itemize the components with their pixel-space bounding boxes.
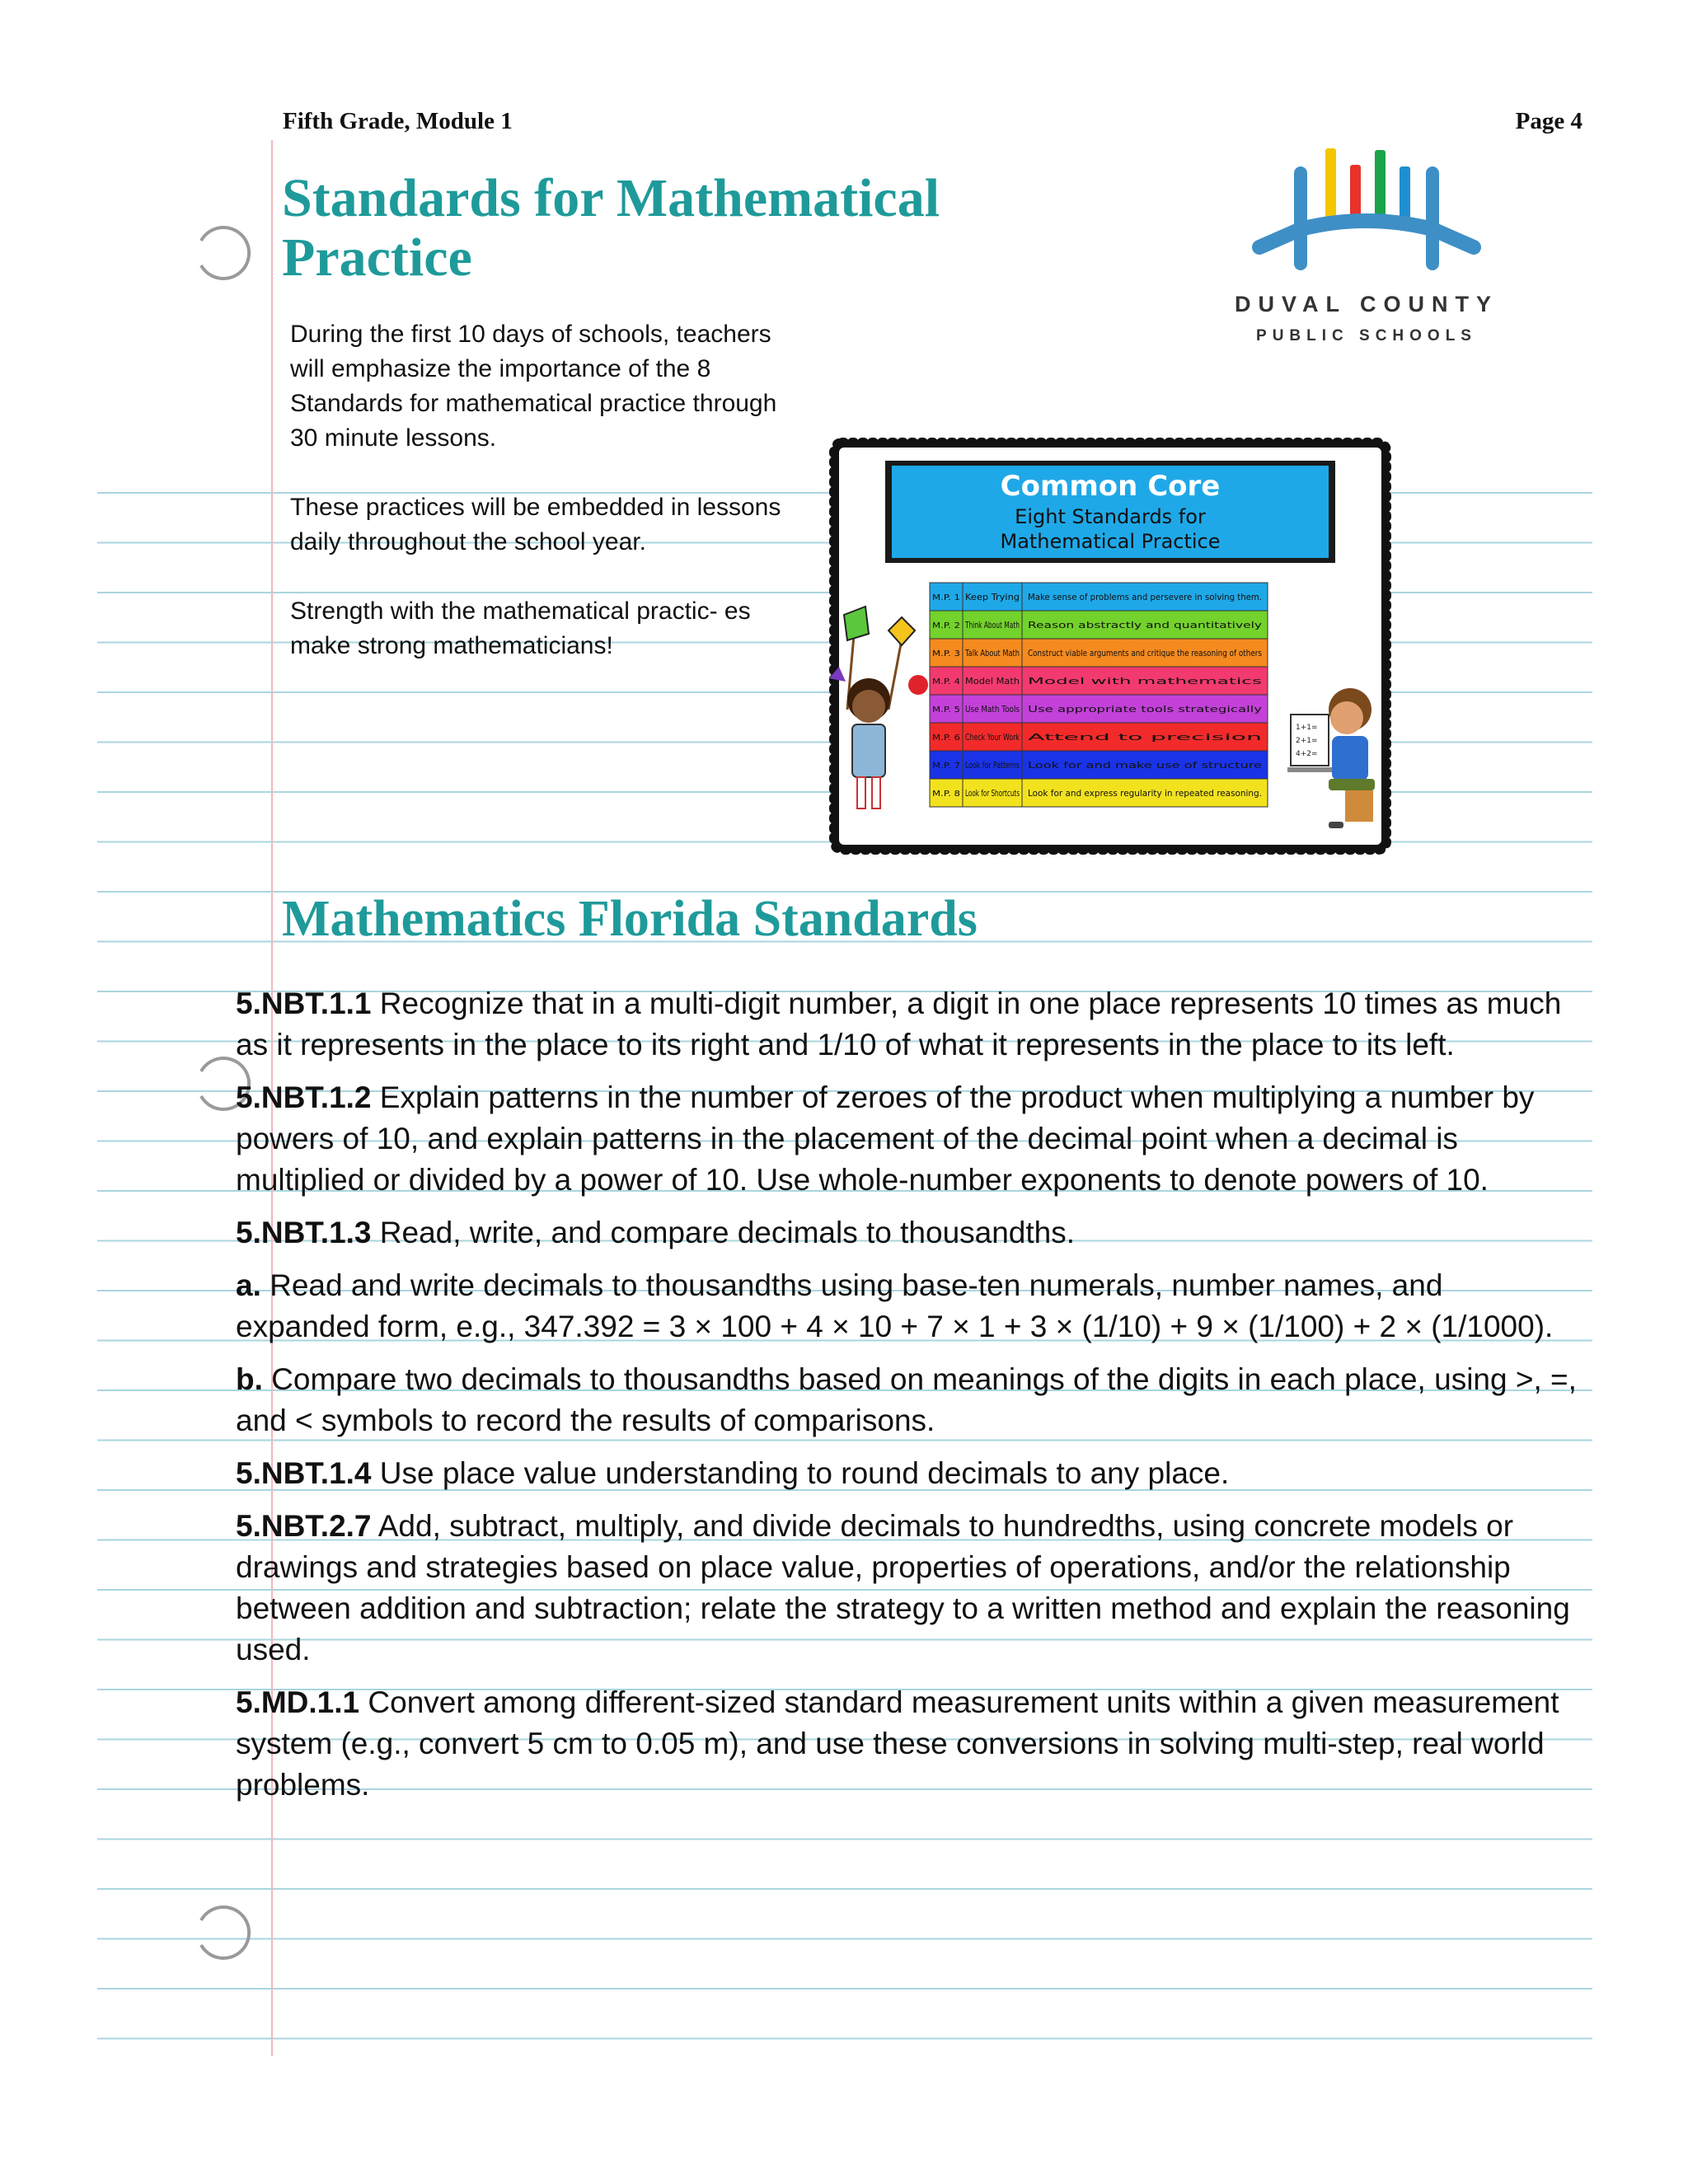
standard-text: Convert among different-sized standard measurement units within a given measurement system (e.g., convert 5 cm to 0.05 m), and use these conversions in solving multi-step, real world problems. bbox=[236, 1685, 1559, 1802]
poster-subtitle-1: Eight Standards for bbox=[1015, 505, 1206, 528]
poster-cell-name: Use Math Tools bbox=[965, 704, 1020, 715]
poster-cell-desc: Make sense of problems and persevere in solving them. bbox=[1028, 592, 1262, 602]
logo-bars bbox=[1325, 148, 1410, 221]
poster-cell-name: Think About Math bbox=[964, 620, 1020, 630]
standard-code: 5.MD.1.1 bbox=[236, 1685, 360, 1719]
binder-ring-icon bbox=[201, 1907, 249, 1958]
poster-cell-mp: M.P. 2 bbox=[932, 621, 960, 630]
logo-text-line2: PUBLIC SCHOOLS bbox=[1256, 327, 1477, 344]
standard-code: b. bbox=[236, 1362, 263, 1396]
board-line: 4+2= bbox=[1296, 750, 1318, 758]
standard-text: Add, subtract, multiply, and divide decimals to hundredths, using concrete models or drawings and strategies based on place value, properties of operations, and/or the relationship between addition and subtraction; relate the strategy to a written method and explain the reasoning used. bbox=[236, 1509, 1570, 1666]
standard-code: 5.NBT.1.2 bbox=[236, 1080, 372, 1114]
poster-cell-desc: Reason abstractly and quantitatively bbox=[1028, 620, 1263, 630]
standards-list bbox=[236, 983, 1579, 1817]
poster-cell-name: Check Your Work bbox=[965, 732, 1020, 743]
poster-subtitle-2: Mathematical Practice bbox=[1000, 530, 1221, 553]
binder-ring-icon bbox=[201, 227, 249, 279]
poster-table bbox=[930, 583, 1268, 807]
section-title-practice bbox=[282, 169, 940, 288]
common-core-poster bbox=[829, 438, 1391, 855]
poster-cell-mp: M.P. 6 bbox=[932, 733, 960, 743]
intro-paragraph: Strength with the mathematical practic- es make strong mathematicians! bbox=[290, 598, 751, 659]
standard-text: Read, write, and compare decimals to thousandths. bbox=[371, 1216, 1076, 1249]
intro-paragraph: During the first 10 days of schools, teachers will emphasize the importance of the 8 Standards for mathematical practice through 30 minute lessons. bbox=[290, 321, 777, 452]
poster-cell-desc: Look for and express regularity in repeated reasoning. bbox=[1028, 788, 1262, 799]
section-title-florida: Mathematics Florida Standards bbox=[282, 891, 978, 947]
duval-logo bbox=[1218, 140, 1548, 354]
poster-cell-mp: M.P. 8 bbox=[932, 790, 960, 799]
poster-cell-desc: Construct viable arguments and critique the reasoning of others bbox=[1028, 648, 1263, 658]
poster-cell-name: Look for Shortcuts bbox=[965, 788, 1020, 799]
standard-text: Explain patterns in the number of zeroes of the product when multiplying a number by powers of 10, and explain patterns in the placement of the decimal point when a decimal is multiplied or divided by a power of 10. Use whole-number exponents to denote powers of 10. bbox=[236, 1080, 1535, 1197]
poster-cell-desc: Look for and make use of structure bbox=[1028, 760, 1263, 771]
standard-code: 5.NBT.2.7 bbox=[236, 1509, 372, 1543]
poster-cell-desc: Attend to precision bbox=[1028, 732, 1263, 743]
standard-code: 5.NBT.1.4 bbox=[236, 1456, 372, 1490]
logo-arch bbox=[1259, 173, 1474, 264]
poster-cell-name: Model Math bbox=[965, 676, 1020, 687]
standard-item bbox=[236, 1682, 1579, 1806]
poster-cell-mp: M.P. 7 bbox=[932, 762, 960, 771]
header-module: Fifth Grade, Module 1 bbox=[283, 108, 513, 134]
poster-cell-mp: M.P. 1 bbox=[932, 593, 960, 602]
standard-code: a. bbox=[236, 1268, 261, 1302]
standard-item bbox=[236, 1506, 1579, 1671]
poster-cell-desc: Use appropriate tools strategically bbox=[1028, 704, 1263, 715]
standard-text: Recognize that in a multi-digit number, a digit in one place represents 10 times as much as it represents in the place to its right and 1/10 of what it represents in the place to its left. bbox=[236, 987, 1562, 1062]
page-number: Page 4 bbox=[1515, 108, 1582, 134]
poster-title: Common Core bbox=[1000, 470, 1221, 503]
poster-cell-desc: Model with mathematics bbox=[1028, 676, 1263, 687]
poster-cell-mp: M.P. 5 bbox=[932, 705, 960, 715]
intro-paragraph: These practices will be embedded in lessons daily throughout the school year. bbox=[290, 494, 781, 555]
standard-item bbox=[236, 983, 1579, 1066]
standard-item bbox=[236, 1212, 1579, 1254]
title-line-2: Practice bbox=[282, 227, 472, 288]
poster-cell-name: Talk About Math bbox=[964, 648, 1020, 658]
standard-item bbox=[236, 1453, 1579, 1494]
board-line: 1+1= bbox=[1296, 724, 1318, 732]
standard-code: 5.NBT.1.1 bbox=[236, 987, 372, 1020]
standard-item bbox=[236, 1359, 1579, 1441]
logo-text-line1: DUVAL COUNTY bbox=[1234, 292, 1499, 316]
standard-text: Use place value understanding to round decimals to any place. bbox=[371, 1456, 1230, 1490]
intro-text bbox=[290, 317, 785, 698]
poster-cell-name: Look for Patterns bbox=[965, 760, 1020, 771]
standard-text: Compare two decimals to thousandths based on meanings of the digits in each place, using >, =, and < symbols to record the results of comparisons. bbox=[236, 1362, 1577, 1437]
poster-cell-mp: M.P. 3 bbox=[932, 649, 960, 658]
standard-code: 5.NBT.1.3 bbox=[236, 1216, 372, 1249]
standard-text: Read and write decimals to thousandths using base-ten numerals, number names, and expanded form, e.g., 347.392 = 3 × 100 + 4 × 10 + 7 × 1 + 3 × (1/10) + 9 × (1/100) + 2 × (1/1000). bbox=[236, 1268, 1554, 1343]
standard-item bbox=[236, 1077, 1579, 1201]
title-line-1: Standards for Mathematical bbox=[282, 168, 940, 228]
poster-cell-mp: M.P. 4 bbox=[932, 677, 960, 687]
standard-item bbox=[236, 1265, 1579, 1347]
poster-cell-name: Keep Trying bbox=[965, 592, 1020, 602]
board-line: 2+1= bbox=[1296, 737, 1318, 745]
